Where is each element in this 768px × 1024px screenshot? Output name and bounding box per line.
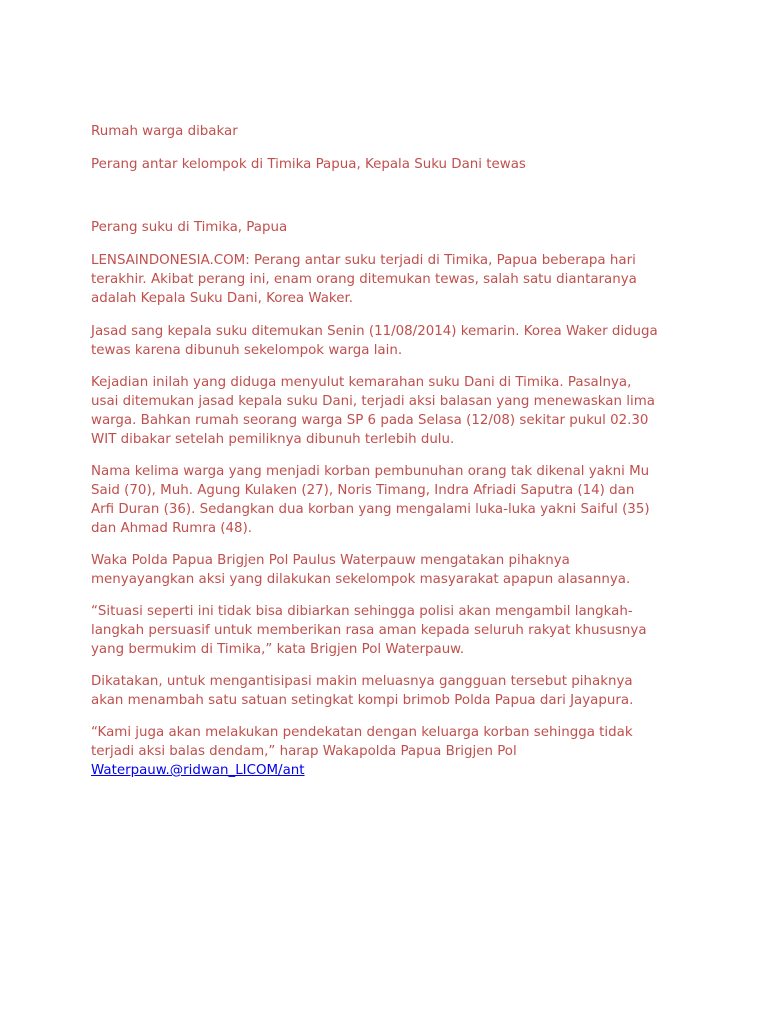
paragraph-line: WIT dibakar setelah pemiliknya dibunuh terlebih dulu. — [91, 432, 455, 447]
source-link[interactable]: Waterpauw.@ridwan_LICOM/ant — [91, 763, 305, 778]
paragraph-line: Kejadian inilah yang diduga menyulut kemarahan suku Dani di Timika. Pasalnya, — [91, 375, 632, 390]
paragraph-line: Dikatakan, untuk mengantisipasi makin meluasnya gangguan tersebut pihaknya — [91, 674, 633, 689]
paragraph-line: terakhir. Akibat perang ini, enam orang ditemukan tewas, salah satu diantaranya — [91, 272, 637, 287]
paragraph-line: warga. Bahkan rumah seorang warga SP 6 pada Selasa (12/08) sekitar pukul 02.30 — [91, 413, 649, 428]
paragraph-line: dan Ahmad Rumra (48). — [91, 521, 253, 536]
paragraph-line: adalah Kepala Suku Dani, Korea Waker. — [91, 291, 353, 306]
image-caption-houses-burned: Rumah warga dibakar — [91, 124, 238, 139]
paragraph-line: Jasad sang kepala suku ditemukan Senin (11/08/2014) kemarin. Korea Waker diduga — [91, 324, 658, 339]
paragraph-line: Arfi Duran (36). Sedangkan dua korban yang mengalami luka-luka yakni Saiful (35) — [91, 502, 650, 517]
paragraph-line: usai ditemukan jasad kepala suku Dani, terjadi aksi balasan yang menewaskan lima — [91, 394, 655, 409]
paragraph-line: terjadi aksi balas dendam,” harap Wakapolda Papua Brigjen Pol — [91, 744, 517, 759]
paragraph-line: Nama kelima warga yang menjadi korban pembunuhan orang tak dikenal yakni Mu — [91, 464, 650, 479]
paragraph-line: Waka Polda Papua Brigjen Pol Paulus Waterpauw mengatakan pihaknya — [91, 553, 570, 568]
paragraph-line: menyayangkan aksi yang dilakukan sekelompok masyarakat apapun alasannya. — [91, 572, 631, 587]
article-headline: Perang antar kelompok di Timika Papua, Kepala Suku Dani tewas — [91, 157, 526, 172]
paragraph-line: yang bermukim di Timika,” kata Brigjen Pol Waterpauw. — [91, 642, 465, 657]
paragraph-line: tewas karena dibunuh sekelompok warga lain. — [91, 343, 403, 358]
paragraph-line: Said (70), Muh. Agung Kulaken (27), Noris Timang, Indra Afriadi Saputra (14) dan — [91, 483, 635, 498]
paragraph-line: akan menambah satu satuan setingkat kompi brimob Polda Papua dari Jayapura. — [91, 693, 634, 708]
image-caption-tribal-war: Perang suku di Timika, Papua — [91, 220, 288, 235]
paragraph-line: “Situasi seperti ini tidak bisa dibiarkan sehingga polisi akan mengambil langkah- — [91, 604, 633, 619]
paragraph-line: langkah persuasif untuk memberikan rasa aman kepada seluruh rakyat khususnya — [91, 623, 647, 638]
paragraph-line: “Kami juga akan melakukan pendekatan dengan keluarga korban sehingga tidak — [91, 725, 633, 740]
paragraph-line: LENSAINDONESIA.COM: Perang antar suku terjadi di Timika, Papua beberapa hari — [91, 253, 636, 268]
